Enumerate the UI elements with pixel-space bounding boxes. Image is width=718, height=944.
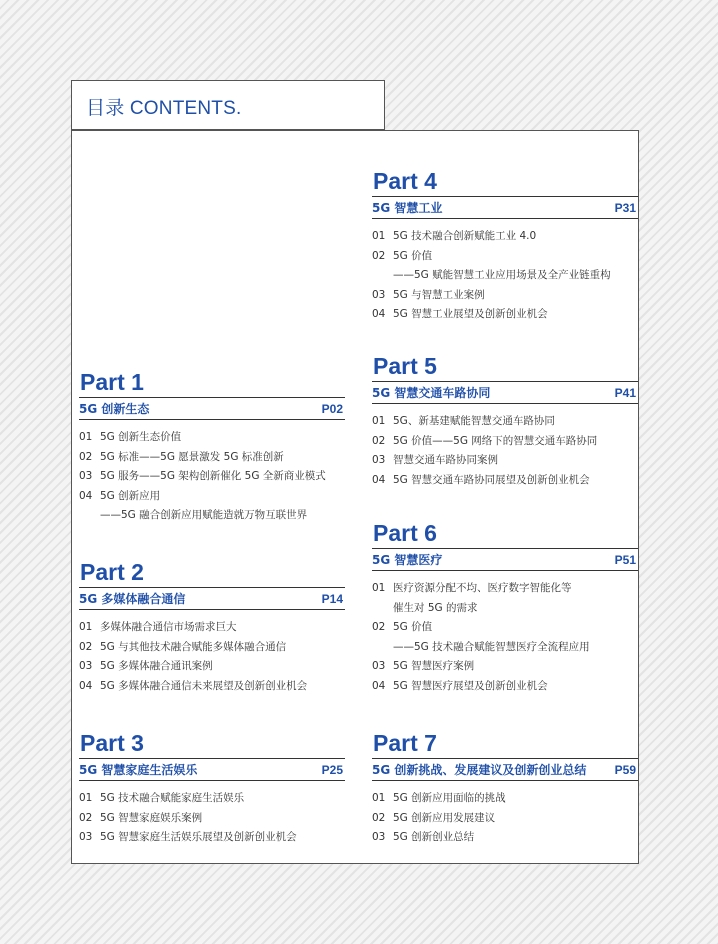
part-name: 5G 多媒体融合通信 <box>79 592 186 606</box>
list-item[interactable] <box>372 227 638 247</box>
item-number: 02 <box>372 811 386 824</box>
list-item[interactable] <box>372 451 638 471</box>
item-text: 5G 与智慧工业案例 <box>393 288 485 301</box>
part-name: 5G 创新挑战、发展建议及创新创业总结 <box>372 763 587 777</box>
item-text: 5G 多媒体融合通信未来展望及创新创业机会 <box>100 679 308 692</box>
part-section-1 <box>79 367 345 526</box>
part-name: 5G 智慧工业 <box>372 201 443 215</box>
list-item[interactable] <box>372 286 638 306</box>
part-header[interactable] <box>372 758 638 781</box>
page-title: 目录 CONTENTS. <box>86 98 242 119</box>
part-header[interactable] <box>79 587 345 610</box>
list-item[interactable] <box>372 657 638 677</box>
list-item[interactable] <box>79 828 345 848</box>
item-text: 5G 技术融合创新赋能工业 4.0 <box>393 230 537 242</box>
part-name: 5G 智慧交通车路协同 <box>372 386 491 400</box>
item-number: 02 <box>79 450 93 463</box>
part-title: Part 7 <box>373 730 437 756</box>
item-text: 医疗资源分配不均、医疗数字智能化等 <box>393 582 572 594</box>
list-item[interactable] <box>372 305 638 325</box>
item-number: 03 <box>79 831 93 844</box>
part-section-2 <box>79 557 345 696</box>
list-item[interactable] <box>79 638 345 658</box>
item-text: ——5G 技术融合赋能智慧医疗全流程应用 <box>393 640 590 653</box>
part-title: Part 2 <box>80 559 144 585</box>
item-number: 02 <box>372 249 386 262</box>
part-item-list <box>372 412 638 490</box>
item-text: 多媒体融合通信市场需求巨大 <box>100 621 237 633</box>
item-text: 5G 价值 <box>393 621 433 634</box>
list-item[interactable] <box>372 618 638 638</box>
item-number: 04 <box>79 679 93 692</box>
list-item[interactable] <box>79 789 345 809</box>
list-item[interactable] <box>372 789 638 809</box>
list-item[interactable] <box>372 266 638 286</box>
part-item-list <box>79 789 345 848</box>
list-item[interactable] <box>79 657 345 677</box>
part-section-6 <box>372 518 638 697</box>
item-text: 5G 多媒体融合通讯案例 <box>100 660 213 673</box>
item-text: ——5G 融合创新应用赋能造就万物互联世界 <box>100 509 308 522</box>
list-item[interactable] <box>79 809 345 829</box>
item-text: 5G 智慧家庭娱乐案例 <box>100 811 203 824</box>
item-number: 04 <box>79 489 93 502</box>
item-number: 04 <box>372 679 386 692</box>
part-section-3 <box>79 728 345 848</box>
list-item[interactable] <box>372 599 638 619</box>
item-number: 02 <box>372 621 386 634</box>
list-item[interactable] <box>372 247 638 267</box>
part-header[interactable] <box>372 548 638 571</box>
part-header[interactable] <box>372 196 638 219</box>
part-page-number: P25 <box>321 762 343 777</box>
item-number: 01 <box>372 230 386 242</box>
list-item[interactable] <box>79 506 345 526</box>
part-header[interactable] <box>79 397 345 420</box>
part-item-list <box>372 579 638 697</box>
item-number: 04 <box>372 473 386 486</box>
item-text: 5G 价值——5G 网络下的智慧交通车路协同 <box>393 434 598 447</box>
part-item-list <box>79 428 345 526</box>
item-text: 5G 服务——5G 架构创新催化 5G 全新商业模式 <box>100 470 326 483</box>
item-text: 5G 标准——5G 愿景激发 5G 标准创新 <box>100 450 284 463</box>
part-item-list <box>79 618 345 696</box>
item-text: 催生对 5G 的需求 <box>393 601 478 614</box>
part-name: 5G 创新生态 <box>79 402 150 416</box>
item-number: 03 <box>372 288 386 301</box>
item-text: 5G 创新应用 <box>100 489 161 502</box>
part-item-list <box>372 789 638 848</box>
list-item[interactable] <box>79 618 345 638</box>
item-number: 02 <box>372 434 386 447</box>
list-item[interactable] <box>372 471 638 491</box>
item-text: 5G 价值 <box>393 249 433 262</box>
contents-title-box <box>71 80 385 130</box>
list-item[interactable] <box>79 467 345 487</box>
item-number: 02 <box>79 640 93 653</box>
part-page-number: P14 <box>321 591 343 606</box>
item-number: 03 <box>372 660 386 673</box>
item-number: 01 <box>79 792 93 804</box>
list-item[interactable] <box>372 828 638 848</box>
list-item[interactable] <box>372 809 638 829</box>
part-section-7 <box>372 728 638 848</box>
item-number: 03 <box>79 470 93 483</box>
item-number: 03 <box>79 660 93 673</box>
item-number: 01 <box>79 621 93 633</box>
item-text: 5G 智慧工业展望及创新创业机会 <box>393 308 548 321</box>
part-title: Part 6 <box>373 520 437 546</box>
part-item-list <box>372 227 638 325</box>
item-number: 01 <box>372 582 386 594</box>
list-item[interactable] <box>79 487 345 507</box>
list-item[interactable] <box>372 677 638 697</box>
item-text: 5G 创新生态价值 <box>100 431 182 443</box>
item-number: 01 <box>79 431 93 443</box>
item-text: 5G 创新应用面临的挑战 <box>393 792 506 804</box>
item-text: 5G 智慧医疗展望及创新创业机会 <box>393 679 548 692</box>
part-section-5 <box>372 351 638 490</box>
item-text: 5G 与其他技术融合赋能多媒体融合通信 <box>100 640 287 653</box>
part-section-4 <box>372 166 638 325</box>
part-page-number: P59 <box>614 762 636 777</box>
item-number: 01 <box>372 792 386 804</box>
part-page-number: P41 <box>614 385 636 400</box>
item-text: 5G 智慧交通车路协同展望及创新创业机会 <box>393 473 590 486</box>
item-text: 智慧交通车路协同案例 <box>393 454 498 467</box>
item-number: 04 <box>372 308 386 321</box>
part-title: Part 5 <box>373 353 437 379</box>
part-title: Part 1 <box>80 369 144 395</box>
part-title: Part 4 <box>373 168 437 194</box>
item-number: 03 <box>372 454 386 467</box>
list-item[interactable] <box>372 412 638 432</box>
part-header[interactable] <box>79 758 345 781</box>
item-text: 5G 智慧医疗案例 <box>393 660 475 673</box>
item-text: ——5G 赋能智慧工业应用场景及全产业链重构 <box>393 269 611 282</box>
part-page-number: P02 <box>321 401 343 416</box>
item-number: 01 <box>372 415 386 427</box>
part-title: Part 3 <box>80 730 144 756</box>
list-item[interactable] <box>79 428 345 448</box>
list-item[interactable] <box>79 448 345 468</box>
item-text: 5G 创新创业总结 <box>393 831 475 844</box>
list-item[interactable] <box>79 677 345 697</box>
item-text: 5G 创新应用发展建议 <box>393 811 496 824</box>
part-page-number: P51 <box>614 552 636 567</box>
item-text: 5G 技术融合赋能家庭生活娱乐 <box>100 792 245 804</box>
item-text: 5G 智慧家庭生活娱乐展望及创新创业机会 <box>100 831 297 844</box>
list-item[interactable] <box>372 638 638 658</box>
part-name: 5G 智慧医疗 <box>372 553 443 567</box>
item-number: 02 <box>79 811 93 824</box>
list-item[interactable] <box>372 432 638 452</box>
part-header[interactable] <box>372 381 638 404</box>
part-name: 5G 智慧家庭生活娱乐 <box>79 763 198 777</box>
item-number: 03 <box>372 831 386 844</box>
item-text: 5G、新基建赋能智慧交通车路协同 <box>393 415 555 427</box>
list-item[interactable] <box>372 579 638 599</box>
part-page-number: P31 <box>614 200 636 215</box>
